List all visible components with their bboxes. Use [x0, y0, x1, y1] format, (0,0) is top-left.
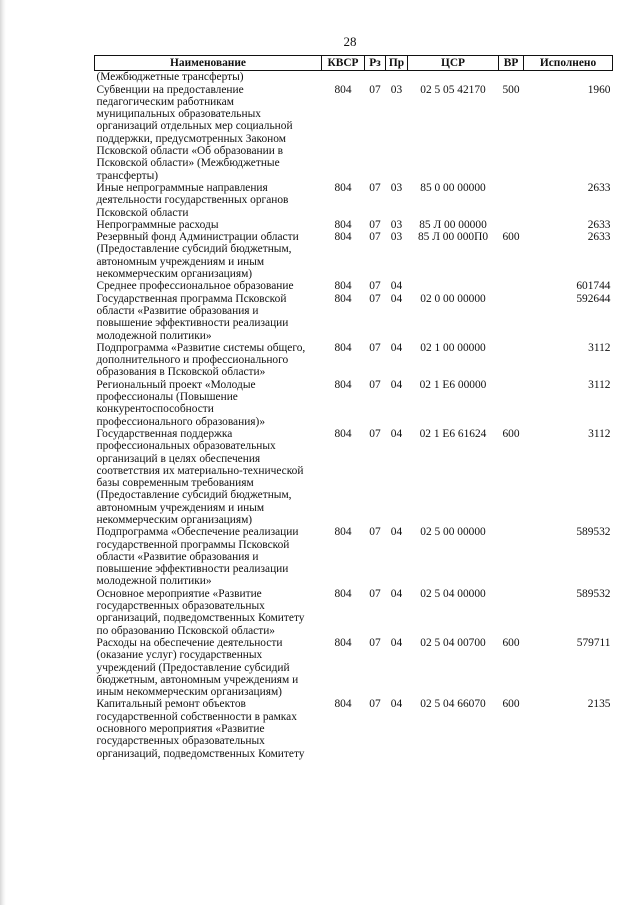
cell-amount: 2135 [587, 698, 611, 711]
cell-name [95, 588, 322, 637]
cell-name-line: деятельности государственных органов [96, 194, 289, 207]
cell-name-line: автономным учреждениям и иным [96, 255, 265, 268]
cell-csr: 02 0 00 00000 [420, 292, 486, 305]
cell-pr: 04 [390, 378, 403, 391]
cell-vr [499, 342, 524, 379]
cell-csr: 02 1 Е6 61624 [419, 427, 487, 440]
cell-kvsr: 804 [334, 280, 352, 293]
page-number: 28 [343, 34, 357, 49]
cell-csr: 85 0 00 00000 [420, 181, 486, 194]
cell-name-line: Государственная поддержка [96, 427, 233, 440]
cell-kvsr: 804 [334, 698, 352, 711]
cell-rz: 07 [369, 341, 381, 354]
cell-kvsr: 804 [334, 231, 352, 244]
cell-amount: 589532 [576, 526, 611, 539]
table-row [95, 637, 613, 698]
cell-name-line: по образованию Псковской области» [96, 624, 276, 637]
cell-kvsr: 804 [334, 181, 352, 194]
cell-csr: 85 Л 00 00000 [419, 218, 487, 231]
header-pr: Пр [386, 56, 408, 71]
cell-rz: 07 [369, 636, 381, 649]
cell-rz: 07 [369, 181, 381, 194]
cell-name-line: учреждений (Предоставление субсидий [96, 661, 290, 674]
cell-csr: 02 1 00 00000 [420, 341, 486, 354]
cell-name-line: основного мероприятия «Развитие [96, 723, 265, 736]
cell-csr: 02 5 04 66070 [420, 698, 486, 711]
cell-name-line: Резервный фонд Администрации области [96, 231, 299, 244]
cell-kvsr: 804 [334, 587, 352, 600]
header-amount: Исполнено [524, 56, 613, 71]
cell-vr [499, 182, 524, 219]
table-row [95, 182, 613, 219]
cell-name-line: муниципальных образовательных [96, 108, 261, 121]
cell-name-line: Расходы на обеспечение деятельности [96, 636, 283, 649]
cell-name-line: профессиональных образовательных [96, 440, 276, 453]
cell-name [95, 637, 322, 698]
cell-name-line: Субвенции на предоставление [96, 83, 244, 96]
cell-csr: 85 Л 00 000П0 [417, 231, 489, 244]
cell-name-line: Псковской области [96, 206, 189, 219]
table-row [95, 219, 613, 231]
cell-name-line: Подпрограмма «Развитие системы общего, [96, 341, 306, 354]
cell-pr: 04 [390, 587, 403, 600]
cell-amount: 579711 [576, 636, 611, 649]
cell-amount: 1960 [587, 83, 611, 96]
cell-pr: 04 [390, 341, 403, 354]
cell-csr [408, 71, 499, 84]
cell-name-line: (оказание услуг) государственных [96, 649, 263, 662]
cell-name-line: государственных образовательных [96, 735, 265, 748]
cell-pr: 03 [390, 83, 403, 96]
cell-pr: 04 [390, 526, 403, 539]
cell-csr: 02 5 04 00700 [420, 636, 486, 649]
cell-name-line: базы современным требованиям [96, 477, 254, 490]
cell-name-line: Региональный проект «Молодые [96, 378, 256, 391]
cell-vr: 600 [502, 698, 520, 711]
cell-name-line: дополнительного и профессионального [96, 354, 289, 367]
cell-name-line: организаций в целях обеспечения [96, 452, 261, 465]
cell-pr: 03 [390, 181, 403, 194]
cell-name-line: Иные непрограммные направления [96, 181, 268, 194]
cell-amount: 2633 [587, 218, 611, 231]
cell-csr [408, 280, 499, 292]
table-row [95, 698, 613, 759]
cell-rz: 07 [369, 427, 381, 440]
expenditure-table [94, 55, 613, 760]
cell-vr [499, 526, 524, 587]
cell-pr: 03 [390, 218, 403, 231]
cell-rz [365, 71, 386, 84]
cell-csr: 02 1 Е6 00000 [419, 378, 487, 391]
cell-name-line: образования в Псковской области» [96, 366, 266, 379]
table-row [95, 280, 613, 292]
header-csr: ЦСР [408, 56, 499, 71]
cell-kvsr: 804 [334, 427, 352, 440]
cell-name-line: организаций, подведомственных Комитету [96, 612, 305, 625]
cell-name [95, 526, 322, 587]
cell-rz: 07 [369, 218, 381, 231]
cell-name-line: Непрограммные расходы [96, 218, 219, 231]
cell-kvsr: 804 [334, 378, 352, 391]
cell-name-line: государственных образовательных [96, 600, 265, 613]
table-row [95, 428, 613, 526]
cell-name [95, 231, 322, 280]
cell-kvsr: 804 [334, 218, 352, 231]
cell-amount: 3112 [588, 427, 611, 440]
cell-vr [499, 588, 524, 637]
cell-name-line: молодежной политики» [96, 329, 212, 342]
cell-pr: 04 [390, 698, 403, 711]
table-row [95, 293, 613, 342]
table-row [95, 71, 613, 84]
cell-name-line: области «Развитие образования и [96, 304, 259, 317]
table-header [95, 56, 613, 71]
cell-pr: 04 [390, 280, 403, 293]
cell-name-line: государственной программы Псковской [96, 538, 290, 551]
cell-name-line: автономным учреждениям и иным [96, 501, 265, 514]
cell-kvsr: 804 [334, 83, 352, 96]
cell-vr: 500 [502, 83, 520, 96]
table-row [95, 379, 613, 428]
cell-name-line: организаций, подведомственных Комитету [96, 747, 305, 760]
cell-name-line: профессионалы (Повышение [96, 391, 238, 404]
cell-name-line: Среднее профессиональное образование [96, 280, 294, 293]
cell-name-line: Подпрограмма «Обеспечение реализации [96, 526, 299, 539]
cell-name-line: Капитальный ремонт объектов [96, 698, 246, 711]
cell-vr [499, 379, 524, 428]
cell-name [95, 379, 322, 428]
cell-name-line: поддержки, предусмотренных Законом [96, 132, 286, 145]
cell-amount [524, 71, 613, 84]
cell-csr: 02 5 00 00000 [420, 526, 486, 539]
cell-name-line: повышение эффективности реализации [96, 317, 289, 330]
cell-csr: 02 5 05 42170 [420, 83, 486, 96]
cell-amount: 2633 [587, 181, 611, 194]
cell-kvsr: 804 [334, 636, 352, 649]
cell-rz: 07 [369, 83, 381, 96]
cell-vr: 600 [502, 231, 520, 244]
cell-name-line: области «Развитие образования и [96, 550, 259, 563]
cell-name-line: Псковской области «Об образовании в [96, 145, 284, 158]
cell-name [95, 280, 322, 292]
scan-edge-shadow [0, 0, 6, 905]
cell-kvsr: 804 [334, 526, 352, 539]
header-row [95, 56, 613, 71]
cell-pr: 04 [390, 427, 403, 440]
cell-name-line: Основное мероприятие «Развитие [96, 587, 262, 600]
cell-name-line: государственной собственности в рамках [96, 710, 297, 723]
table-row [95, 342, 613, 379]
cell-vr [499, 219, 524, 231]
cell-name-line: соответствия их материально-технической [96, 464, 304, 477]
cell-kvsr: 804 [334, 341, 352, 354]
cell-name-line: молодежной политики» [96, 575, 212, 588]
cell-pr: 04 [390, 292, 403, 305]
table-body [95, 71, 613, 760]
cell-amount: 589532 [576, 587, 611, 600]
cell-kvsr [322, 71, 365, 84]
cell-name-line: Государственная программа Псковской [96, 292, 287, 305]
cell-name [95, 293, 322, 342]
cell-amount: 601744 [576, 280, 611, 293]
table-row [95, 526, 613, 587]
cell-name [95, 698, 322, 759]
cell-pr: 04 [390, 636, 403, 649]
cell-vr [499, 293, 524, 342]
cell-kvsr: 804 [334, 292, 352, 305]
cell-name-line: повышение эффективности реализации [96, 563, 289, 576]
cell-amount: 592644 [576, 292, 611, 305]
cell-name-line: (Межбюджетные трансферты) [96, 71, 244, 84]
cell-name-line: иным некоммерческим организациям) [96, 686, 282, 699]
cell-rz: 07 [369, 698, 381, 711]
cell-name-line: профессионального образования)» [96, 415, 266, 428]
cell-name [95, 428, 322, 526]
cell-vr: 600 [502, 427, 520, 440]
cell-name [95, 182, 322, 219]
cell-rz: 07 [369, 526, 381, 539]
cell-name-line: организаций отдельных мер социальной [96, 120, 293, 133]
cell-name-line: некоммерческим организациям) [96, 268, 253, 281]
cell-name-line: конкурентоспособности [96, 403, 214, 416]
cell-rz: 07 [369, 231, 381, 244]
cell-name [95, 219, 322, 231]
cell-rz: 07 [369, 587, 381, 600]
cell-name-line: трансферты) [96, 169, 159, 182]
table-row [95, 231, 613, 280]
cell-pr: 03 [390, 231, 403, 244]
cell-pr [386, 71, 408, 84]
cell-amount: 3112 [588, 378, 611, 391]
header-kvsr: КВСР [322, 56, 365, 71]
cell-amount: 2633 [587, 231, 611, 244]
table-row [95, 84, 613, 182]
cell-rz: 07 [369, 292, 381, 305]
cell-name [95, 71, 322, 84]
cell-rz: 07 [369, 280, 381, 293]
header-name: Наименование [95, 56, 322, 71]
cell-name-line: бюджетным, автономным учреждениям и [96, 673, 299, 686]
cell-vr: 600 [502, 636, 520, 649]
cell-vr [499, 280, 524, 292]
cell-name [95, 342, 322, 379]
cell-name [95, 84, 322, 182]
report-table-wrap [94, 55, 612, 760]
table-row [95, 588, 613, 637]
cell-amount: 3112 [588, 341, 611, 354]
cell-name-line: педагогическим работникам [96, 95, 234, 108]
cell-rz: 07 [369, 378, 381, 391]
cell-name-line: некоммерческим организациям) [96, 513, 253, 526]
cell-vr [499, 71, 524, 84]
cell-csr: 02 5 04 00000 [420, 587, 486, 600]
cell-name-line: (Предоставление субсидий бюджетным, [96, 489, 292, 502]
header-vr: ВР [499, 56, 524, 71]
header-rz: Рз [365, 56, 386, 71]
cell-name-line: (Предоставление субсидий бюджетным, [96, 243, 292, 256]
cell-name-line: Псковской области» (Межбюджетные [96, 157, 280, 170]
